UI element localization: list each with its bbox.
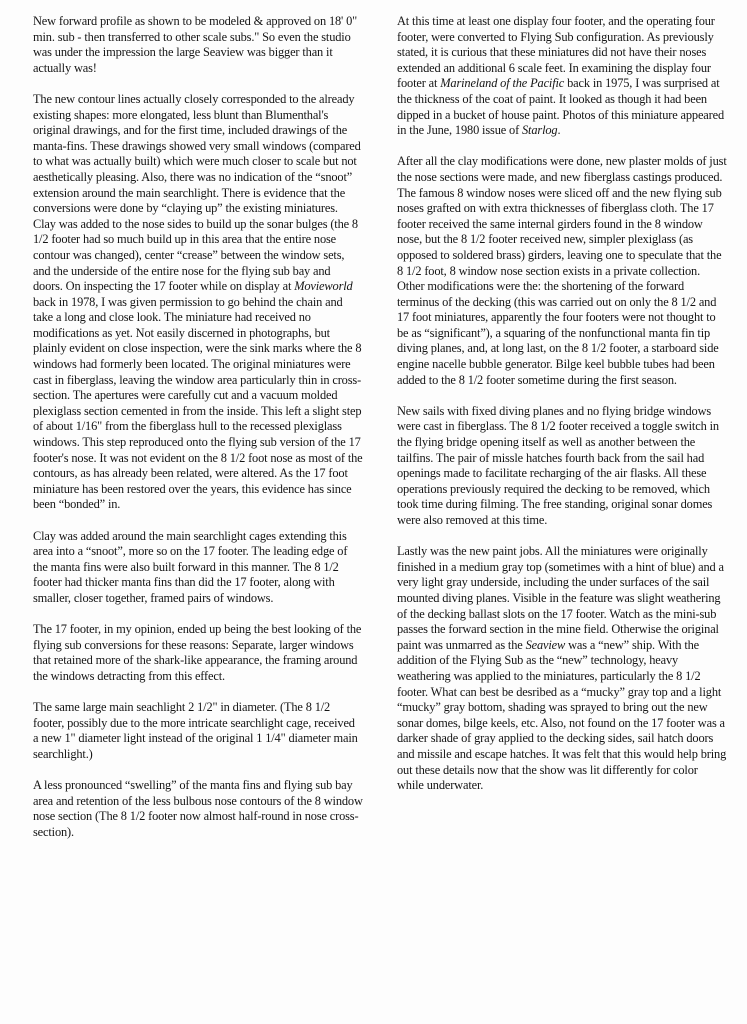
text-segment: Clay was added around the main searchlight cages extending this area into a “snoot”, more so on the 17 footer. The leading edge of the manta fins were also built forward in this manner. The 8 1/2 footer had thicker manta fins than did the 17 footer, along with smaller, closer together, framed pairs of windows. <box>33 528 348 605</box>
text-segment: New sails with fixed diving planes and no flying bridge windows were cast in fiberglass. The 8 1/2 footer received a toggle switch in the flying bridge opening itself as well as another between the tailfins. The pair of missle hatches fourth back from the sail had openings made to facilitate recharging of the air flasks. All these operations previously required the decking to be removed, which took time during filming. The free standing, original sonar domes were also removed at this time. <box>397 403 719 527</box>
text-segment: After all the clay modifications were done, new plaster molds of just the nose sections were made, and new fiberglass castings produced. The famous 8 window noses were sliced off and the new flying sub noses grafted on with extra thicknesses of fiberglass cloth. The 17 footer received the same internal girders found in the 8 window nose, but the 8 1/2 footer received new, simpler plexiglass (as opposed to soldered brass) girders, leaving one to speculate that the 8 1/2 foot, 8 window nose section exists in a private collection. Other modifications were the: the shortening of the forward terminus of the decking (this was carried out on only the 8 1/2 and 17 foot miniatures, apparently the four footers were not thought to be as “significant”), a squaring of the nonfunctional manta fin tip diving planes, and, at long last, on the 8 1/2 footer, a starboard side engine nacelle bubble generator. Bilge keel bubble tubes had been added to the 8 1/2 footer sometime during the first season. <box>397 154 727 387</box>
text-segment: At this time at least one display four footer, and the operating four footer, were converted to Flying Sub configuration. As previously stated, it is curious that these miniatures did not have their noses extended an additional 6 scale feet. In examining the display four footer at <box>397 14 715 91</box>
text-segment: The new contour lines actually closely corresponded to the already existing shapes: more elongated, less blunt than Blumenthal's original drawings, and for the first time, included drawings of the manta-fins. These drawings showed very small windows (compared to what was actually built) which were much closer to scale but not aesthetically pleasing. Also, there was no indication of the “snoot” extension around the main searchlight. There is evidence that the conversions were done by “claying up” the existing miniatures. Clay was added to the nose sides to build up the sonar bulges (the 8 1/2 footer had so much build up in this area that the entire nose contour was changed), center “crease” between the window sets, and the underside of the entire nose for the flying sub bay and doors. On inspecting the 17 footer while on display at <box>33 91 361 294</box>
text-segment: A less pronounced “swelling” of the manta fins and flying sub bay area and retention of the less bulbous nose contours of the 8 window nose section (The 8 1/2 footer now almost half-round in nose cross-section). <box>33 778 363 839</box>
text-segment: New forward profile as shown to be modeled & approved on 18' 0" min. sub - then transferred to other scale subs." So even the studio was under the impression the large Seaview was bigger than it actually was! <box>33 14 358 75</box>
text-segment: was a “new” ship. With the addition of the Flying Sub as the “new” technology, heavy weathering was applied to the miniatures, particularly the 8 1/2 footer. What can best be desribed as a “mucky” gray top and a light “mucky” gray bottom, shading was sprayed to bring out the new sonar domes, bilge keels, etc. Also, not found on the 17 footer was a darker shade of gray applied to the decking sides, sail hatch doors and missile and escape hatches. It was felt that this would help bring out these details now that the show was lit differently for color while underwater. <box>397 637 727 793</box>
text-segment: The same large main seachlight 2 1/2" in diameter. (The 8 1/2 footer, possibly due to the more intricate searchlight cage, received a new 1" diameter light instead of the original 1 1/4" diameter main searchlight.) <box>33 700 358 761</box>
paragraph <box>397 154 727 388</box>
paragraph <box>397 404 727 529</box>
text-segment: . <box>557 123 561 138</box>
paragraph <box>397 14 727 139</box>
paragraph <box>397 544 727 794</box>
right-text-column <box>397 14 727 794</box>
text-segment: back in 1978, I was given permission to go behind the chain and take a long and close look. The miniature had received no modifications as yet. Not easily discerned in photographs, but plainly evident on close inspection, were the sink marks where the 8 windows had formerly been located. The original miniatures were cast in fiberglass, leaving the window area particularly thin in cross-section. The apertures were carefully cut and a vacuum molded plexiglass section cemented in from the inside. This left a slight step of about 1/16" from the fiberglass hull to the recessed plexiglass windows. This step reproduced onto the flying sub version of the 17 footer's nose. It was not evident on the 8 1/2 foot nose as most of the contours, as has already been related, were altered. As the 17 foot miniature has been restored over the years, this evidence has since been “bonded” in. <box>33 294 363 512</box>
italic-title: Starlog <box>522 123 558 138</box>
paragraph <box>33 622 363 684</box>
left-text-column <box>33 14 363 840</box>
italic-title: Seaview <box>525 637 566 652</box>
italic-title: Marineland of the Pacific <box>440 76 565 91</box>
text-segment: The 17 footer, in my opinion, ended up being the best looking of the flying sub conversions for these reasons: Separate, larger windows that retained more of the shark-like appearance, the framing around the windows detracting from this effect. <box>33 622 362 683</box>
text-segment: Lastly was the new paint jobs. All the miniatures were originally finished in a medium gray top (sometimes with a hint of blue) and a very light gray underside, including the under surfaces of the sail mounted diving planes. Visible in the feature was slight weathering of the decking ballast slots on the 17 footer. Watch as the mini-sub passes the forward section in the mine field. Otherwise the original paint was unmarred as the <box>397 544 724 652</box>
paragraph <box>33 529 363 607</box>
paragraph <box>33 92 363 513</box>
paragraph <box>33 700 363 762</box>
paragraph <box>33 14 363 76</box>
paragraph <box>33 778 363 840</box>
text-segment: back in 1975, I was surprised at the thickness of the coat of paint. It looked as though it had been dipped in a bucket of house paint. Photos of this miniature appeared in the June, 1980 issue of <box>397 76 725 138</box>
italic-title: Movieworld <box>294 279 353 294</box>
